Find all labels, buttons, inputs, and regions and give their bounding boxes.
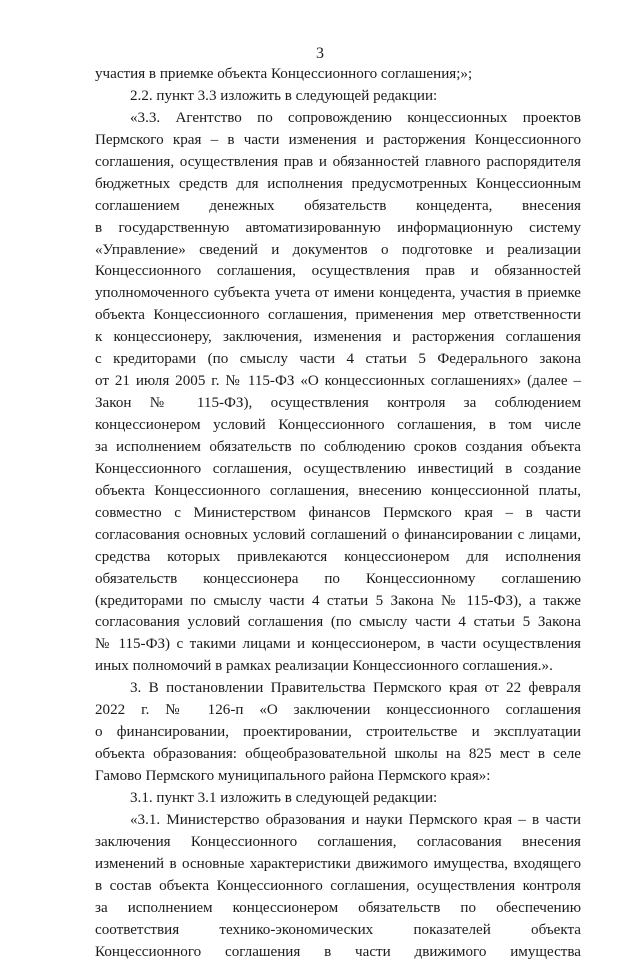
text-line: «3.3. Агентство по сопровождению концессионных проектов — [95, 108, 581, 130]
text-line: Концессионного соглашения, осуществлению инвестиций в создание — [95, 459, 581, 481]
text-line: в государственную автоматизированную информационную систему — [95, 218, 581, 240]
document-body — [95, 64, 581, 963]
text-line: изменений в основные характеристики движимого имущества, входящего — [95, 854, 581, 876]
text-line: совместно с Министерством финансов Пермского края – в части — [95, 503, 581, 525]
text-line: «Управление» сведений и документов о подготовке и реализации — [95, 240, 581, 262]
text-line: 2022 г. № 126-п «О заключении концессионного соглашения — [95, 700, 581, 722]
text-line: согласования условий соглашения (по смыслу части 4 статьи 5 Закона — [95, 612, 581, 634]
text-line: обязательств концессионера по Концессионному соглашению — [95, 569, 581, 591]
text-line: концессионером условий Концессионного соглашения, в том числе — [95, 415, 581, 437]
text-line: заключения Концессионного соглашения, согласования внесения — [95, 832, 581, 854]
text-line: иных полномочий в рамках реализации Концессионного соглашения.». — [95, 656, 581, 678]
text-line: Пермского края – в части изменения и расторжения Концессионного — [95, 130, 581, 152]
text-line: за исполнением концессионером обязательств по обеспечению — [95, 898, 581, 920]
text-line: соответствия технико-экономических показателей объекта — [95, 920, 581, 942]
text-line: от 21 июля 2005 г. № 115-ФЗ «О концессионных соглашениях» (далее – — [95, 371, 581, 393]
text-line: объекта Концессионного соглашения, применения мер ответственности — [95, 305, 581, 327]
text-line: 3.1. пункт 3.1 изложить в следующей редакции: — [95, 788, 581, 810]
text-line: (кредиторами по смыслу части 4 статьи 5 Закона № 115-ФЗ), а также — [95, 591, 581, 613]
page-number: 3 — [0, 44, 640, 64]
text-line: Закон № 115-ФЗ), осуществления контроля за соблюдением — [95, 393, 581, 415]
text-line: № 115-ФЗ) с такими лицами и концессионером, в части осуществления — [95, 634, 581, 656]
text-line: уполномоченного субъекта учета от имени концедента, участия в приемке — [95, 283, 581, 305]
text-line: в состав объекта Концессионного соглашения, осуществления контроля — [95, 876, 581, 898]
text-line: соглашения, осуществления прав и обязанностей главного распорядителя — [95, 152, 581, 174]
text-line: «3.1. Министерство образования и науки Пермского края – в части — [95, 810, 581, 832]
text-line: Гамово Пермского муниципального района Пермского края»: — [95, 766, 581, 788]
text-line: средства которых привлекаются концессионером для исполнения — [95, 547, 581, 569]
text-line: 2.2. пункт 3.3 изложить в следующей редакции: — [95, 86, 581, 108]
text-line: 3. В постановлении Правительства Пермского края от 22 февраля — [95, 678, 581, 700]
text-line: участия в приемке объекта Концессионного соглашения;»; — [95, 64, 581, 86]
text-line: соглашением денежных обязательств концедента, внесения — [95, 196, 581, 218]
text-line: с кредиторами (по смыслу части 4 статьи 5 Федерального закона — [95, 349, 581, 371]
text-line: бюджетных средств для исполнения предусмотренных Концессионным — [95, 174, 581, 196]
text-line: объекта Концессионного соглашения, внесению концессионной платы, — [95, 481, 581, 503]
text-line: к концессионеру, заключения, изменения и расторжения соглашения — [95, 327, 581, 349]
text-line: за исполнением обязательств по соблюдению сроков создания объекта — [95, 437, 581, 459]
text-line: объекта образования: общеобразовательной школы на 825 мест в селе — [95, 744, 581, 766]
text-line: Концессионного соглашения, осуществления прав и обязанностей — [95, 261, 581, 283]
text-line: Концессионного соглашения в части движимого имущества — [95, 942, 581, 963]
text-line: согласования основных условий соглашений о финансировании с лицами, — [95, 525, 581, 547]
text-line: о финансировании, проектировании, строительстве и эксплуатации — [95, 722, 581, 744]
